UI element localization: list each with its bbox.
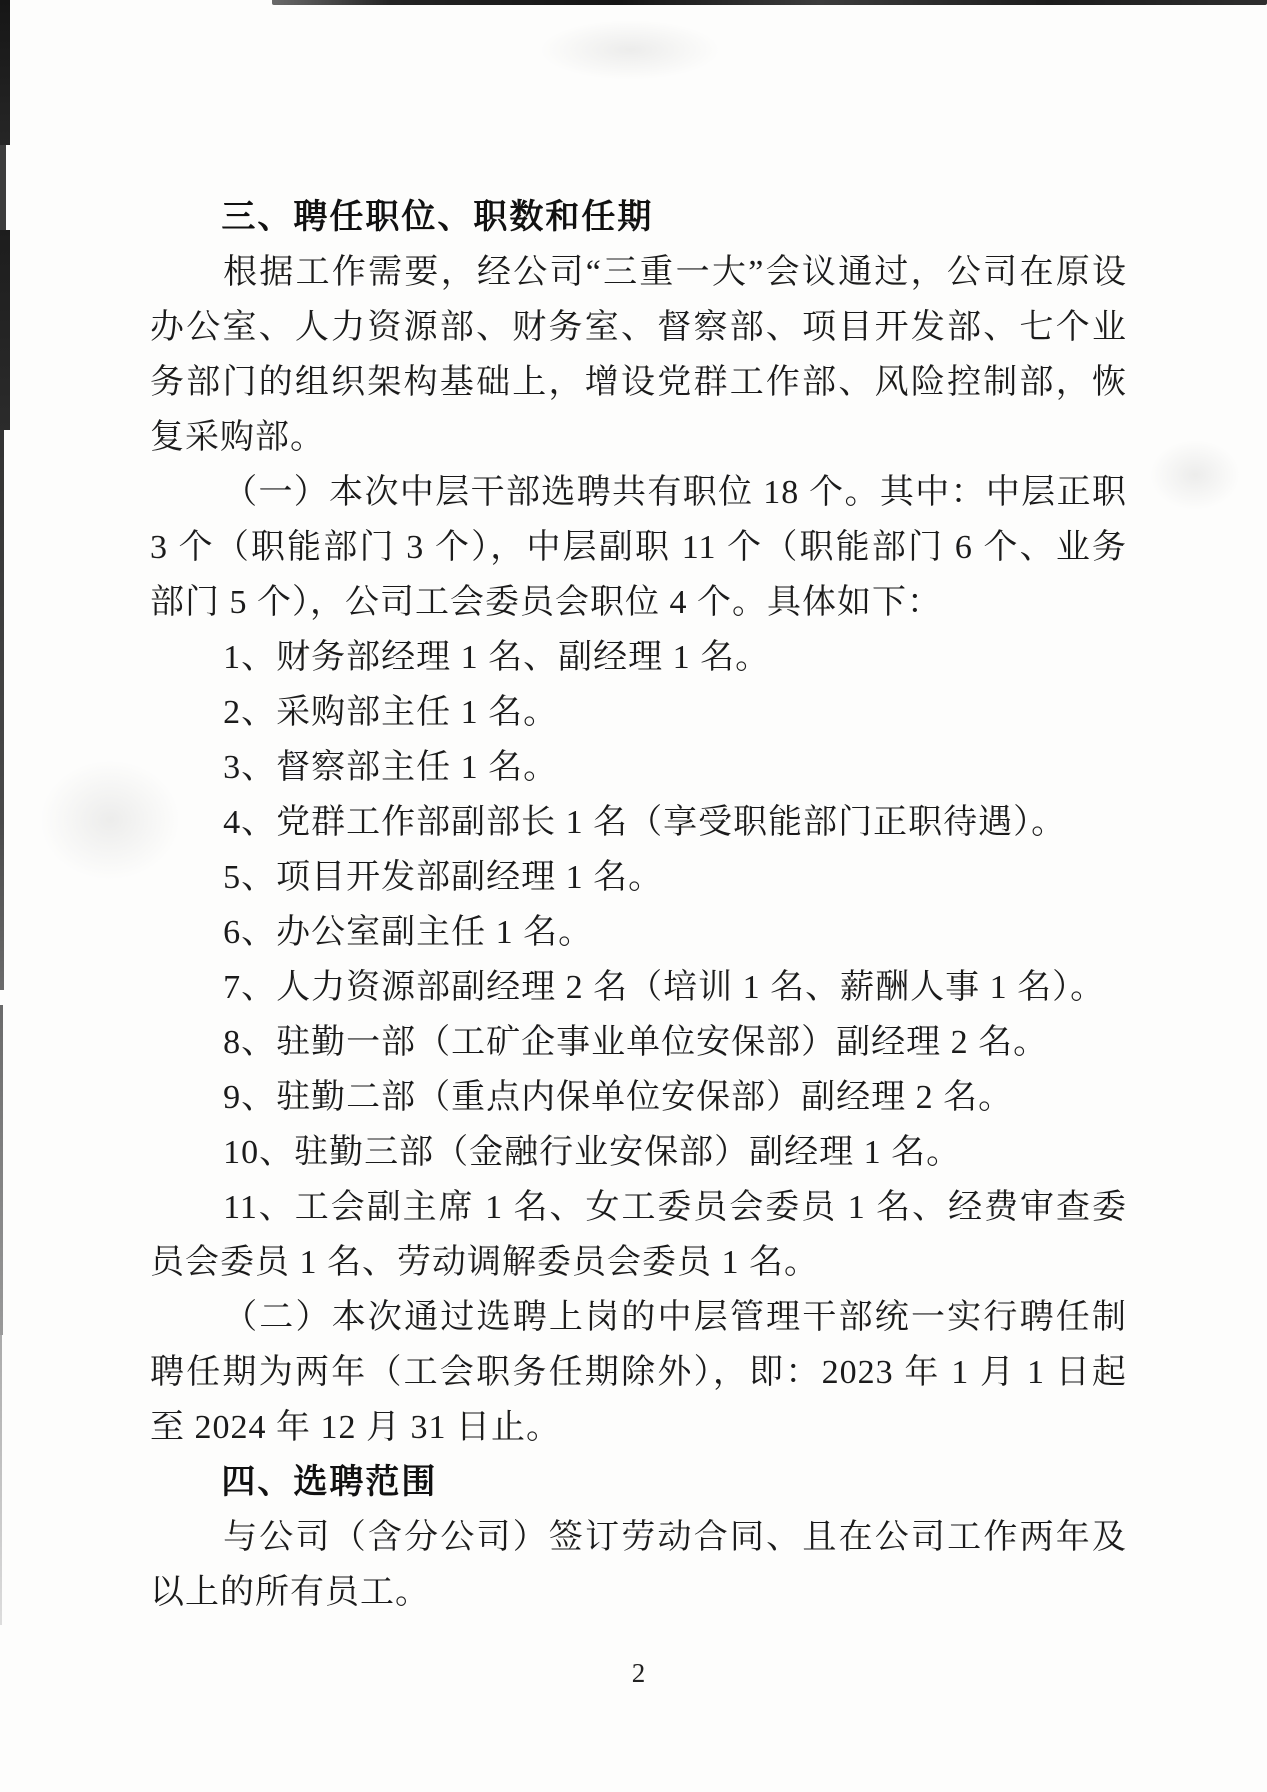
list-item-4: 4、党群工作部副部长 1 名（享受职能部门正职待遇）。 xyxy=(223,804,1067,841)
list-item-2: 2、采购部主任 1 名。 xyxy=(223,694,559,731)
scan-artifact-left-edge xyxy=(0,230,10,430)
scan-artifact-left-edge xyxy=(0,430,4,990)
section-heading-3: 三、聘任职位、职数和任期 xyxy=(221,198,654,236)
list-item-5: 5、项目开发部副经理 1 名。 xyxy=(223,859,664,896)
paragraph-scope: 与公司（含分公司）签订劳动合同、且在公司工作两年及以上的所有员工。 xyxy=(150,1519,1127,1611)
section-heading-4: 四、选聘范围 xyxy=(221,1463,438,1501)
scan-artifact-left-edge xyxy=(0,1335,2,1625)
scan-artifact-left-edge xyxy=(0,145,6,230)
document-body xyxy=(150,190,1127,1620)
list-item-9: 9、驻勤二部（重点内保单位安保部）副经理 2 名。 xyxy=(223,1079,1014,1116)
paragraph-sub-2: （二）本次通过选聘上岗的中层管理干部统一实行聘任制聘任期为两年（工会职务任期除外），即：2023 年 1 月 1 日起至 2024 年 12 月 31 日止。 xyxy=(150,1299,1127,1446)
page-number: 2 xyxy=(631,1658,646,1688)
paragraph-intro: 根据工作需要，经公司“三重一大”会议通过，公司在原设办公室、人力资源部、财务室、督察部、项目开发部、七个业务部门的组织架构基础上，增设党群工作部、风险控制部，恢复采购部。 xyxy=(150,254,1127,456)
list-item-1: 1、财务部经理 1 名、副经理 1 名。 xyxy=(223,639,771,676)
scan-artifact-left-edge xyxy=(0,1005,3,1335)
list-item-10: 10、驻勤三部（金融行业安保部）副经理 1 名。 xyxy=(223,1134,962,1171)
scan-artifact-top-edge xyxy=(272,0,1267,5)
list-item-3: 3、督察部主任 1 名。 xyxy=(223,749,559,786)
paragraph-sub-1: （一）本次中层干部选聘共有职位 18 个。其中：中层正职 3 个（职能部门 3 个），中层副职 11 个（职能部门 6 个、业务部门 5 个），公司工会委员会职位 4 个。具体如下： xyxy=(150,474,1127,621)
list-item-8: 8、驻勤一部（工矿企事业单位安保部）副经理 2 名。 xyxy=(223,1024,1049,1061)
list-item-7: 7、人力资源部副经理 2 名（培训 1 名、薪酬人事 1 名）。 xyxy=(223,969,1106,1006)
scan-smudge xyxy=(1150,440,1240,510)
scan-artifact-left-edge xyxy=(0,0,10,145)
scan-smudge xyxy=(540,20,720,80)
list-item-6: 6、办公室副主任 1 名。 xyxy=(223,914,594,951)
list-item-11: 11、工会副主席 1 名、女工委员会委员 1 名、经费审查委员会委员 1 名、劳动调解委员会委员 1 名。 xyxy=(150,1189,1127,1281)
